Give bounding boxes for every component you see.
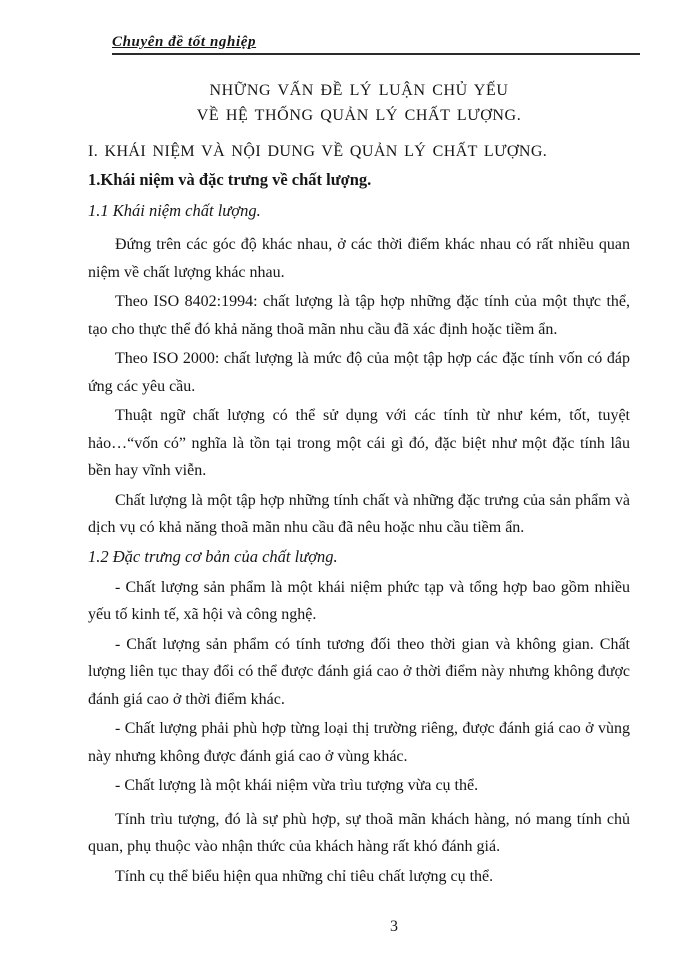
paragraph: Tính cụ thể biểu hiện qua những chỉ tiêu chất lượng cụ thể. [115,867,494,885]
bullet-paragraph: - Chất lượng sản phẩm có tính tương đối theo thời gian và không gian. Chất lượng liên tục thay đổi có thể được đánh giá cao ở thời điểm này nhưng không được đánh giá cao ở thời điểm khác. [88,635,630,708]
subheading-1-2: 1.2 Đặc trưng cơ bản của chất lượng. [88,546,338,566]
page-number: 3 [390,918,398,935]
paragraph: Thuật ngữ chất lượng có thể sử dụng với các tính từ như kém, tốt, tuyệt hảo…“vốn có” nghĩa là tồn tại trong một cái gì đó, đặc biệt như một đặc tính lâu bền hay vĩnh viễn. [88,407,630,479]
subheading-1-1: 1.1 Khái niệm chất lượng. [88,201,261,220]
chapter-title-line-2: VỀ HỆ THỐNG QUẢN LÝ CHẤT LƯỢNG. [196,107,522,124]
bullet-paragraph: - Chất lượng là một khái niệm vừa trìu tượng vừa cụ thể. [115,777,479,794]
paragraph: Đứng trên các góc độ khác nhau, ở các thời điểm khác nhau có rất nhiều quan niệm về chất lượng khác nhau. [88,236,630,281]
chapter-title-line-1: NHỮNG VẤN ĐỀ LÝ LUẬN CHỦ YẾU [209,82,509,99]
document-body [88,78,630,892]
bullet-paragraph: - Chất lượng sản phẩm là một khái niệm phức tạp và tổng hợp bao gồm nhiều yếu tố kinh tế, xã hội và công nghệ. [88,578,630,623]
paragraph: Theo ISO 8402:1994: chất lượng là tập hợp những đặc tính của một thực thể, tạo cho thực thể đó khả năng thoã mãn nhu cầu đã xác định hoặc tiềm ẩn. [88,293,630,338]
chapter-title [88,78,630,128]
paragraph: Theo ISO 2000: chất lượng là mức độ của một tập hợp các đặc tính vốn có đáp ứng các yêu cầu. [88,350,630,395]
section-heading-I: I. KHÁI NIỆM VÀ NỘI DUNG VỀ QUẢN LÝ CHẤT LƯỢNG. [88,143,548,160]
paragraph: Chất lượng là một tập hợp những tính chất và những đặc trưng của sản phẩm và dịch vụ có khả năng thoã mãn nhu cầu đã nêu hoặc nhu cầu tiềm ẩn. [88,491,630,536]
page-header-rule [112,33,640,55]
bullet-paragraph: - Chất lượng phải phù hợp từng loại thị trường riêng, được đánh giá cao ở vùng này nhưng không được đánh giá cao ở vùng khác. [88,720,630,765]
paragraph: Tính trìu tượng, đó là sự phù hợp, sự thoã mãn khách hàng, nó mang tính chủ quan, phụ thuộc vào nhận thức của khách hàng rất khó đánh giá. [88,810,630,855]
heading-1: 1.Khái niệm và đặc trưng về chất lượng. [88,170,372,189]
page-header-title: Chuyên đề tốt nghiệp [112,34,257,50]
